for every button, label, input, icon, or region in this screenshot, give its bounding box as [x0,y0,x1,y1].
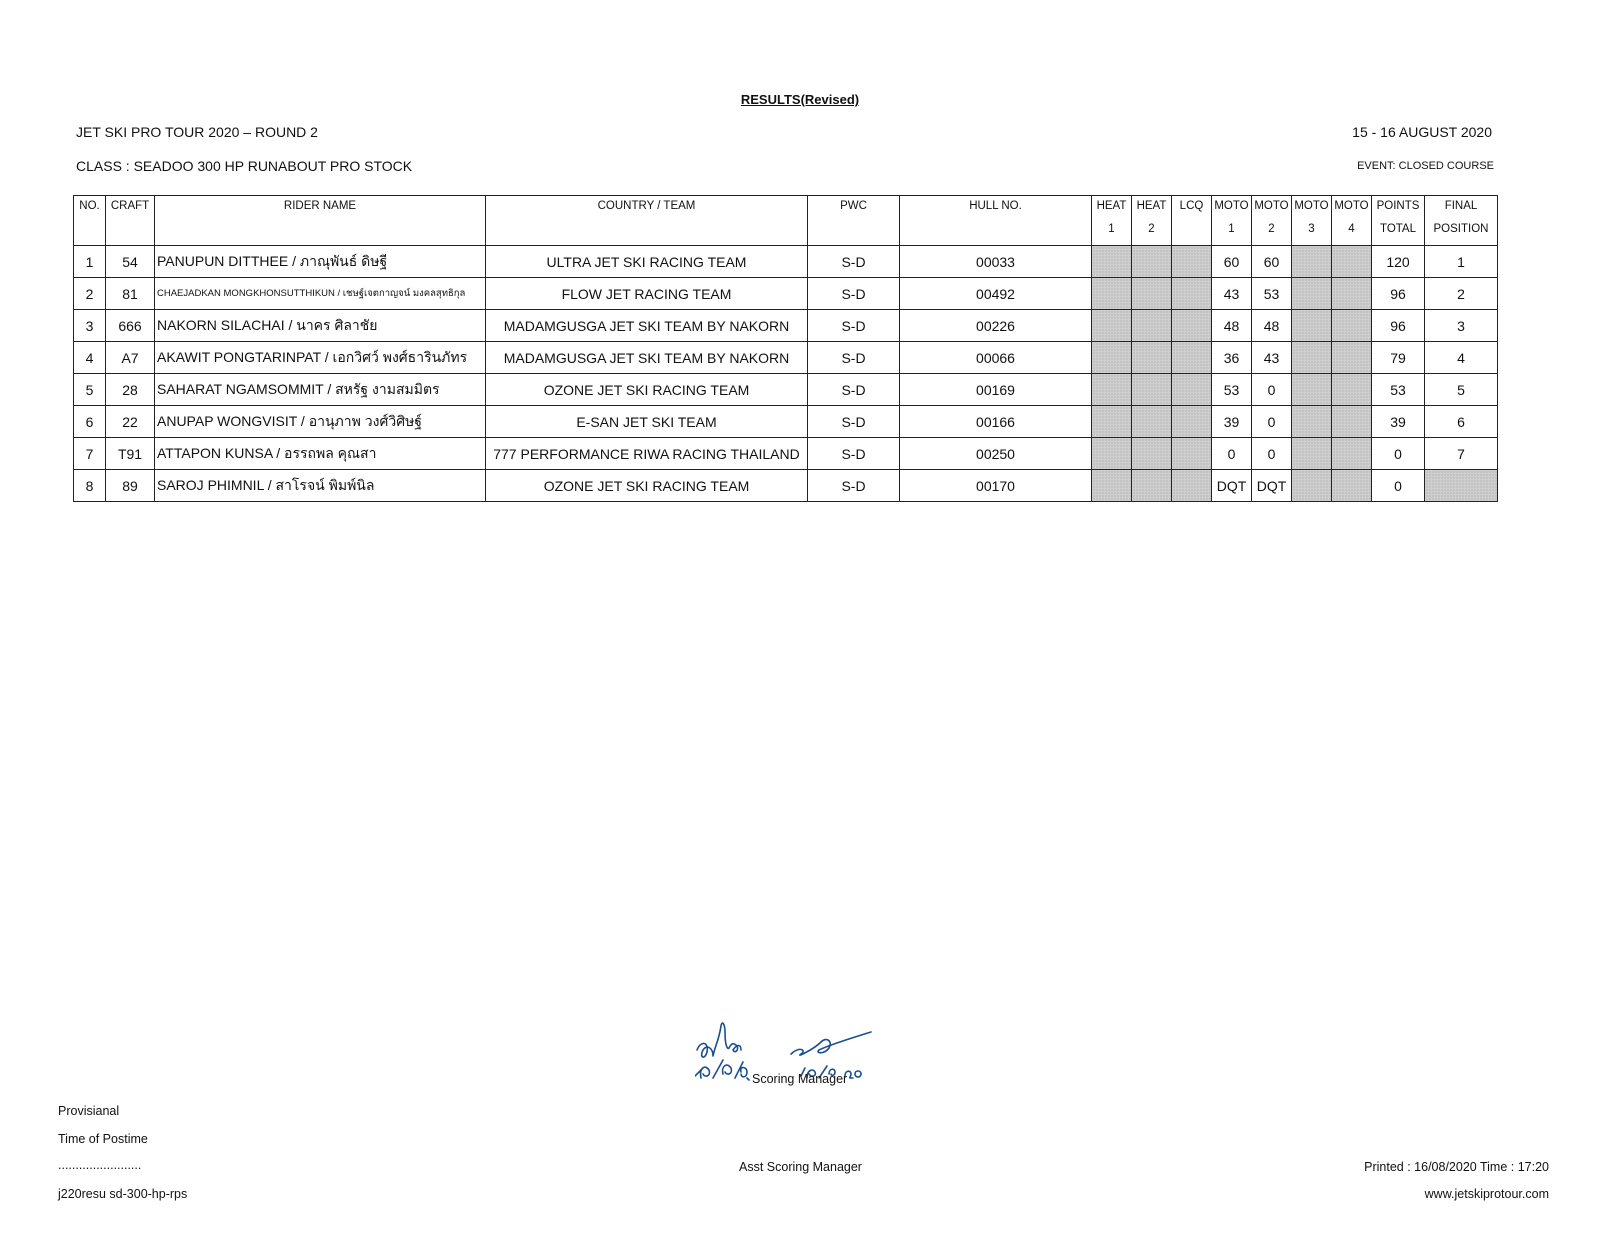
cell-moto-3-empty [1292,470,1332,502]
document-title: RESULTS(Revised) [740,92,860,107]
cell-position: 1 [1425,246,1498,278]
cell-position-empty [1425,470,1498,502]
col-sublabel: TOTAL [1380,223,1416,235]
event-type: EVENT: CLOSED COURSE [1357,160,1494,172]
cell-pwc: S-D [808,278,900,310]
table-row [74,374,1498,406]
cell-moto-2: 53 [1252,278,1292,310]
cell-moto-1: 53 [1212,374,1252,406]
cell-heat-2-empty [1132,374,1172,406]
cell-craft: 54 [106,246,155,278]
col-label: COUNTRY / TEAM [597,200,696,212]
cell-hull: 00492 [900,278,1092,310]
col-no [74,196,106,246]
col-heat-2 [1132,196,1172,246]
postime-value: ........................ [58,1158,142,1172]
cell-heat-1-empty [1092,278,1132,310]
cell-no: 4 [74,342,106,374]
cell-moto-2: 48 [1252,310,1292,342]
cell-team: 777 PERFORMANCE RIWA RACING THAILAND [486,438,808,470]
printed-timestamp: Printed : 16/08/2020 Time : 17:20 [1364,1160,1549,1174]
cell-points: 39 [1372,406,1425,438]
cell-lcq-empty [1172,246,1212,278]
cell-position: 3 [1425,310,1498,342]
cell-team: OZONE JET SKI RACING TEAM [486,470,808,502]
table-row [74,278,1498,310]
cell-heat-1-empty [1092,438,1132,470]
cell-lcq-empty [1172,374,1212,406]
cell-points: 120 [1372,246,1425,278]
cell-moto-4-empty [1332,246,1372,278]
cell-moto-3-empty [1292,438,1332,470]
cell-no: 3 [74,310,106,342]
cell-team: MADAMGUSGA JET SKI TEAM BY NAKORN [486,310,808,342]
col-label: MOTO [1254,200,1289,212]
col-hull-no [900,196,1092,246]
website-url: www.jetskiprotour.com [1424,1187,1549,1201]
cell-moto-1: 0 [1212,438,1252,470]
cell-craft: 28 [106,374,155,406]
cell-hull: 00226 [900,310,1092,342]
cell-team: E-SAN JET SKI TEAM [486,406,808,438]
cell-heat-2-empty [1132,310,1172,342]
cell-moto-2: 0 [1252,374,1292,406]
cell-moto-1: DQT [1212,470,1252,502]
cell-rider: NAKORN SILACHAI / นาคร ศิลาชัย [155,310,486,342]
cell-moto-1: 43 [1212,278,1252,310]
provisional-status: Provisianal [58,1104,120,1118]
col-points-total [1372,196,1425,246]
cell-team: OZONE JET SKI RACING TEAM [486,374,808,406]
cell-hull: 00033 [900,246,1092,278]
cell-points: 96 [1372,310,1425,342]
cell-position: 2 [1425,278,1498,310]
cell-moto-1: 39 [1212,406,1252,438]
col-sublabel: 3 [1308,223,1315,235]
cell-heat-1-empty [1092,246,1132,278]
cell-position: 4 [1425,342,1498,374]
cell-moto-4-empty [1332,342,1372,374]
cell-heat-1-empty [1092,342,1132,374]
col-label: RIDER NAME [283,200,357,212]
cell-craft: 89 [106,470,155,502]
event-name: JET SKI PRO TOUR 2020 – ROUND 2 [76,124,318,140]
cell-moto-3-empty [1292,278,1332,310]
col-rider-name [155,196,486,246]
cell-moto-2: 60 [1252,246,1292,278]
col-label: POINTS [1376,200,1420,212]
col-label: FINAL [1444,200,1478,212]
cell-moto-3-empty [1292,342,1332,374]
cell-heat-2-empty [1132,342,1172,374]
cell-pwc: S-D [808,406,900,438]
cell-lcq-empty [1172,470,1212,502]
event-dates: 15 - 16 AUGUST 2020 [1352,124,1492,140]
table-row [74,406,1498,438]
cell-pwc: S-D [808,310,900,342]
cell-points: 96 [1372,278,1425,310]
cell-craft: A7 [106,342,155,374]
cell-hull: 00066 [900,342,1092,374]
cell-position: 7 [1425,438,1498,470]
col-sublabel: 4 [1348,223,1355,235]
col-sublabel: 1 [1108,223,1115,235]
cell-heat-1-empty [1092,374,1132,406]
cell-points: 53 [1372,374,1425,406]
cell-rider: PANUPUN DITTHEE / ภาณุพันธ์ ดิษฐี [155,246,486,278]
cell-rider: CHAEJADKAN MONGKHONSUTTHIKUN / เชษฐ์เจตกาญจน์ มงคลสุทธิกุล [155,278,486,310]
cell-hull: 00166 [900,406,1092,438]
class-name: CLASS : SEADOO 300 HP RUNABOUT PRO STOCK [76,158,413,174]
cell-points: 0 [1372,438,1425,470]
cell-moto-4-empty [1332,310,1372,342]
cell-rider: SAROJ PHIMNIL / สาโรจน์ พิมพ์นิล [155,470,486,502]
cell-no: 6 [74,406,106,438]
cell-craft: T91 [106,438,155,470]
cell-heat-1-empty [1092,470,1132,502]
cell-no: 7 [74,438,106,470]
cell-craft: 666 [106,310,155,342]
cell-lcq-empty [1172,406,1212,438]
col-label: CRAFT [110,200,150,212]
col-label: LCQ [1179,200,1204,212]
cell-points: 79 [1372,342,1425,374]
cell-heat-2-empty [1132,438,1172,470]
cell-moto-3-empty [1292,406,1332,438]
cell-moto-3-empty [1292,374,1332,406]
cell-moto-4-empty [1332,438,1372,470]
table-row [74,246,1498,278]
cell-pwc: S-D [808,246,900,278]
col-label: HULL NO. [969,200,1022,212]
results-table [73,195,1498,502]
col-country-team [486,196,808,246]
cell-moto-1: 48 [1212,310,1252,342]
cell-position: 5 [1425,374,1498,406]
col-sublabel: 2 [1268,223,1275,235]
col-moto-1 [1212,196,1252,246]
cell-moto-2: 0 [1252,438,1292,470]
cell-heat-1-empty [1092,406,1132,438]
col-final-position [1425,196,1498,246]
col-label: NO. [79,200,100,212]
col-moto-3 [1292,196,1332,246]
cell-lcq-empty [1172,278,1212,310]
col-label: HEAT [1136,200,1167,212]
col-sublabel: POSITION [1433,223,1489,235]
cell-no: 8 [74,470,106,502]
col-moto-2 [1252,196,1292,246]
cell-lcq-empty [1172,342,1212,374]
cell-moto-3-empty [1292,246,1332,278]
col-label: PWC [840,200,867,212]
cell-moto-4-empty [1332,374,1372,406]
cell-heat-2-empty [1132,246,1172,278]
col-craft [106,196,155,246]
cell-pwc: S-D [808,470,900,502]
cell-pwc: S-D [808,374,900,406]
cell-team: ULTRA JET SKI RACING TEAM [486,246,808,278]
cell-moto-4-empty [1332,470,1372,502]
cell-team: FLOW JET RACING TEAM [486,278,808,310]
col-lcq [1172,196,1212,246]
col-label: MOTO [1214,200,1249,212]
cell-moto-2: DQT [1252,470,1292,502]
table-row [74,342,1498,374]
cell-lcq-empty [1172,310,1212,342]
col-label: MOTO [1294,200,1329,212]
cell-rider: ANUPAP WONGVISIT / อานุภาพ วงศ์วิศิษฐ์ [155,406,486,438]
cell-moto-1: 36 [1212,342,1252,374]
cell-position: 6 [1425,406,1498,438]
cell-heat-2-empty [1132,406,1172,438]
table-row [74,310,1498,342]
cell-craft: 81 [106,278,155,310]
cell-points: 0 [1372,470,1425,502]
cell-moto-3-empty [1292,310,1332,342]
table-row [74,470,1498,502]
cell-heat-1-empty [1092,310,1132,342]
cell-rider: AKAWIT PONGTARINPAT / เอกวิศว์ พงศ์ธารินภัทร [155,342,486,374]
table-row [74,438,1498,470]
asst-scoring-manager-label: Asst Scoring Manager [739,1160,862,1174]
cell-hull: 00169 [900,374,1092,406]
header-row [74,196,1498,246]
cell-no: 5 [74,374,106,406]
cell-moto-1: 60 [1212,246,1252,278]
col-label: MOTO [1334,200,1369,212]
cell-moto-4-empty [1332,406,1372,438]
cell-rider: ATTAPON KUNSA / อรรถพล คุณสา [155,438,486,470]
cell-no: 2 [74,278,106,310]
col-sublabel: 1 [1228,223,1235,235]
signature-image [695,1020,895,1100]
cell-moto-2: 0 [1252,406,1292,438]
cell-moto-4-empty [1332,278,1372,310]
cell-heat-2-empty [1132,278,1172,310]
cell-no: 1 [74,246,106,278]
col-pwc [808,196,900,246]
col-heat-1 [1092,196,1132,246]
cell-craft: 22 [106,406,155,438]
postime-label: Time of Postime [58,1132,148,1146]
col-moto-4 [1332,196,1372,246]
cell-moto-2: 43 [1252,342,1292,374]
cell-hull: 00250 [900,438,1092,470]
cell-team: MADAMGUSGA JET SKI TEAM BY NAKORN [486,342,808,374]
cell-pwc: S-D [808,438,900,470]
cell-hull: 00170 [900,470,1092,502]
file-code: j220resu sd-300-hp-rps [58,1187,188,1201]
col-sublabel: 2 [1148,223,1155,235]
cell-pwc: S-D [808,342,900,374]
col-label: HEAT [1096,200,1127,212]
cell-heat-2-empty [1132,470,1172,502]
cell-rider: SAHARAT NGAMSOMMIT / สหรัฐ งามสมมิตร [155,374,486,406]
scoring-manager-label: Scoring Manager [752,1072,848,1086]
cell-lcq-empty [1172,438,1212,470]
